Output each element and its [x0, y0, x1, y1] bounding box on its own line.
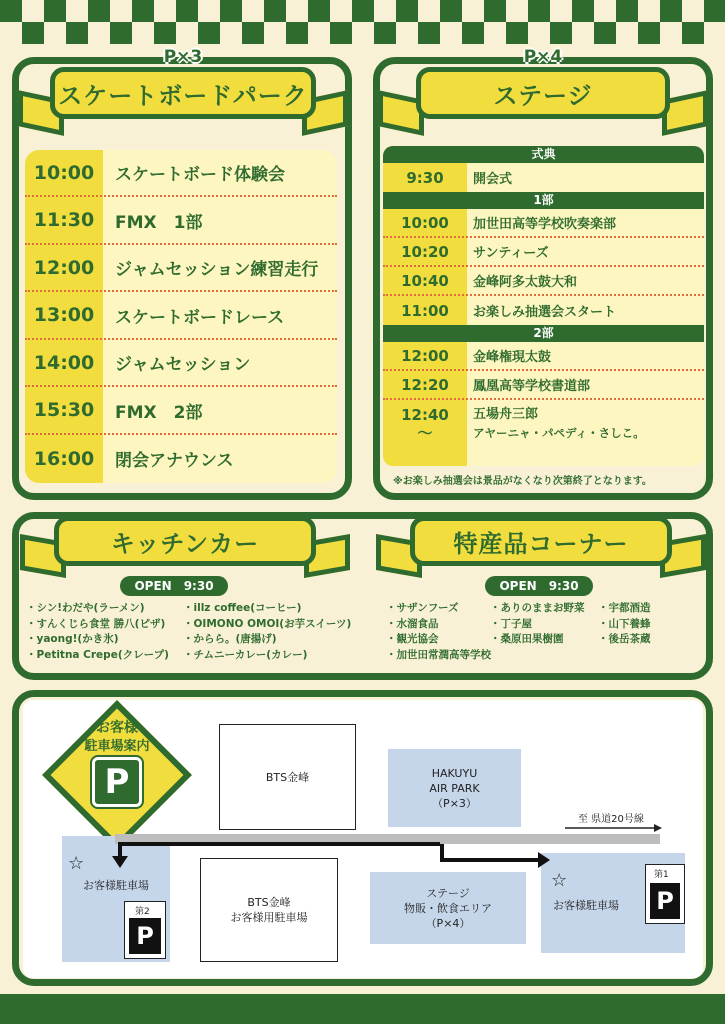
- parking2-label: お客様駐車場: [83, 879, 149, 892]
- skate-time: 14:00: [33, 351, 95, 374]
- stage-time: 10:20: [401, 242, 449, 261]
- kitchen-open-pill: OPEN 9:30: [120, 576, 228, 596]
- stage-time-tilde: 〜: [417, 424, 433, 442]
- stage-title: ステージ: [493, 81, 593, 110]
- list-item: ・illz coffee(コーヒー): [183, 602, 302, 614]
- skate-time: 11:30: [33, 209, 95, 231]
- list-item: ・水溜食品: [386, 617, 439, 630]
- route-arrowhead-left-icon: [112, 856, 128, 868]
- stage-section-header: 2部: [383, 325, 704, 342]
- skate-event: スケートボードレース: [115, 307, 285, 328]
- route-arrow-left: [120, 844, 440, 858]
- parking2-number: 第2: [135, 907, 150, 917]
- parking1-p-icon: P: [650, 883, 680, 919]
- skate-event: FMX 1部: [115, 212, 203, 233]
- road-label: 至 県道20号線: [578, 814, 644, 825]
- list-item: ・からら。(唐揚げ): [183, 633, 277, 645]
- route-arrow-right: [442, 844, 540, 860]
- stage-event: 金峰権現太鼓: [473, 350, 552, 365]
- skate-title: スケートボードパーク: [58, 81, 308, 110]
- parking-guide-line2: 駐車場案内: [84, 739, 150, 754]
- hakuyu-line3: （P×3）: [432, 796, 477, 810]
- stage-time: 11:00: [401, 301, 449, 320]
- stage-time: 10:00: [401, 213, 449, 232]
- parking-p-letter: P: [104, 762, 130, 802]
- list-item: ・チムニーカレー(カレー): [183, 648, 308, 661]
- stage-time: 12:20: [401, 375, 449, 394]
- bts-parking-line2: お客様用駐車場: [230, 911, 308, 924]
- stage-area-line3: （P×4）: [425, 916, 471, 930]
- specialty-title: 特産品コーナー: [453, 529, 629, 558]
- skate-event: スケートボード体験会: [115, 165, 285, 185]
- list-item: ・Petitna Crepe(クレープ): [26, 648, 169, 661]
- parking1-star-icon: ☆: [551, 870, 568, 891]
- hakuyu-line1: HAKUYU: [431, 766, 478, 780]
- parking1-label: お客様駐車場: [553, 898, 619, 912]
- list-item: ・山下養蜂: [598, 617, 651, 630]
- stage-event: お楽しみ抽選会スタート: [473, 305, 617, 320]
- stage-event: 加世田高等学校吹奏楽部: [473, 217, 617, 232]
- stage-section-header: 式典: [383, 146, 704, 163]
- stage-time: 10:40: [401, 271, 449, 290]
- hakuyu-line2: AIR PARK: [429, 781, 480, 795]
- stage-event: 金峰阿多太鼓大和: [473, 275, 578, 290]
- list-item: ・観光協会: [386, 633, 439, 645]
- parking-guide-line1: お客様: [96, 720, 138, 736]
- stage-time: 9:30: [406, 168, 444, 187]
- road-arrowhead-icon: [654, 824, 662, 832]
- stage-note: ※お楽しみ抽選会は景品がなくなり次第終了となります。: [393, 476, 652, 487]
- list-item: ・yaong!(かき氷): [26, 633, 119, 645]
- route-arrowhead-right-icon: [538, 852, 550, 868]
- skate-event: ジャムセッション: [115, 355, 251, 375]
- list-item: ・シン!わだや(ラーメン): [26, 602, 145, 614]
- skate-time: 15:30: [33, 399, 95, 421]
- skate-event: ジャムセッション練習走行: [115, 260, 319, 280]
- skate-time: 16:00: [33, 447, 95, 470]
- skate-event: FMX 2部: [115, 402, 203, 423]
- skate-time: 12:00: [33, 256, 95, 279]
- skate-time: 10:00: [33, 161, 95, 184]
- parking1-number: 第1: [654, 870, 669, 880]
- list-item: ・丁子屋: [490, 617, 532, 630]
- parking2-p-icon: P: [129, 918, 161, 954]
- list-item: ・後岳茶蔵: [598, 633, 651, 645]
- stage-area-line2: 物販・飲食エリア: [404, 901, 492, 915]
- skate-time: 13:00: [33, 304, 95, 326]
- list-item: ・加世田常潤高等学校: [386, 648, 491, 661]
- specialty-open-pill: OPEN 9:30: [485, 576, 593, 596]
- stage-time-start: 12:40: [401, 406, 449, 424]
- stage-event: 鳳凰高等学校書道部: [473, 379, 591, 394]
- bts-parking-line1: BTS金峰: [247, 896, 291, 909]
- list-item: ・桑原田果樹園: [490, 633, 564, 645]
- stage-area-line1: ステージ: [426, 886, 470, 900]
- stage-event: 開会式: [473, 172, 513, 187]
- list-item: ・OIMONO OMOI(お芋スイーツ): [183, 617, 352, 630]
- kitchen-title: キッチンカー: [110, 529, 260, 558]
- stage-section-header: 1部: [383, 192, 704, 209]
- list-item: ・ありのままお野菜: [490, 602, 585, 614]
- stage-page: P×4: [523, 47, 563, 67]
- list-item: ・宇都酒造: [598, 602, 651, 614]
- stage-event-line1: 五場舟三郎: [473, 407, 539, 422]
- skate-event: 閉会アナウンス: [115, 451, 234, 471]
- stage-event: サンティーズ: [473, 246, 549, 261]
- parking2-star-icon: ☆: [68, 853, 85, 874]
- stage-event-line2: アヤーニャ・パペディ・さしこ。: [473, 426, 645, 440]
- stage-time: 12:00: [401, 346, 449, 365]
- skate-page: P×3: [163, 47, 203, 67]
- list-item: ・サザンフーズ: [386, 602, 459, 614]
- bts-label: BTS金峰: [265, 770, 310, 784]
- list-item: ・すんくじら食堂 勝八(ピザ): [26, 617, 166, 630]
